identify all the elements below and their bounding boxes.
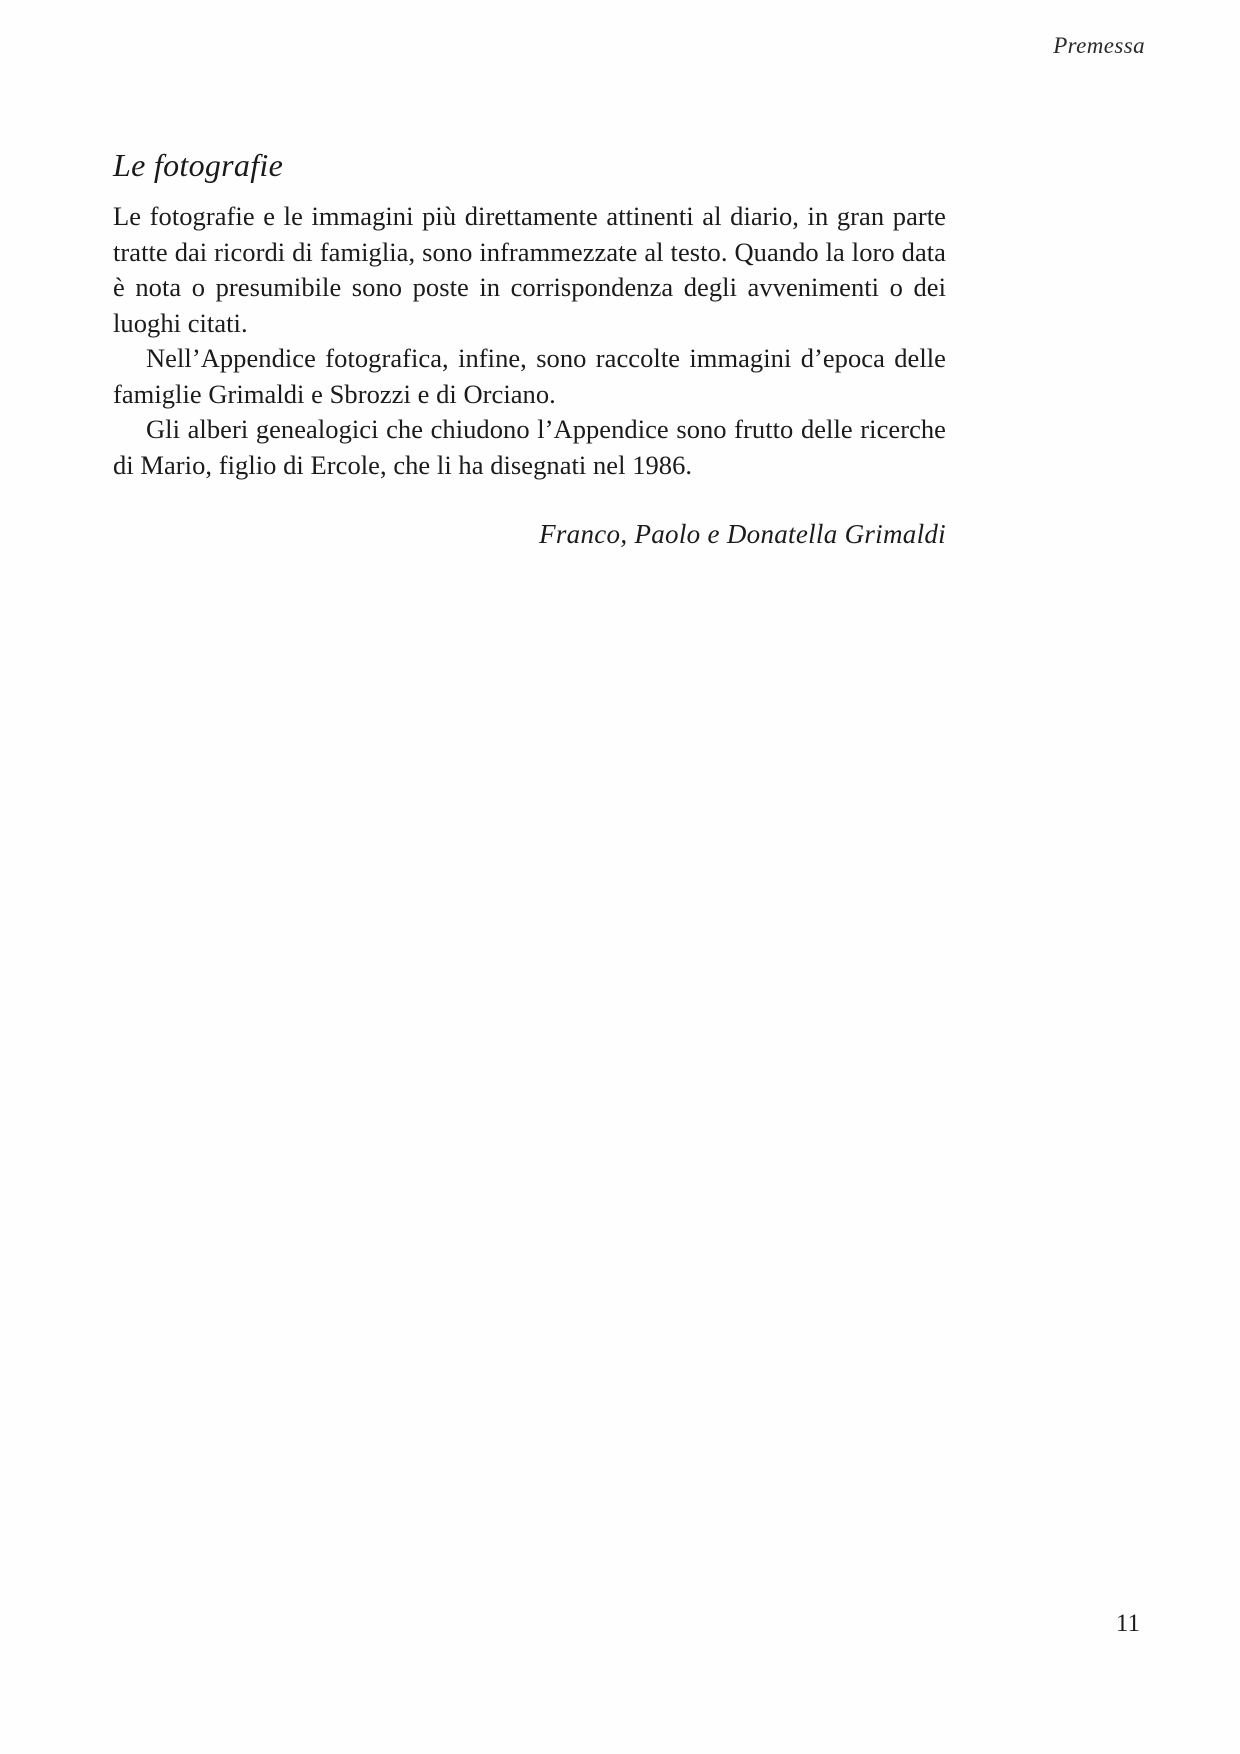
section-title: Le fotografie [113, 147, 284, 183]
body-paragraph-1: Le fotografie e le immagini più direttamente attinenti al diario, in gran parte tratte dai ricordi di famiglia, sono inframmezzate al testo. Quando la loro data è nota o presumibile sono poste in corrispondenza degli avvenimenti o dei luoghi citati. [113, 201, 946, 338]
page-number: 11 [1115, 1610, 1140, 1637]
running-head: Premessa [1053, 33, 1145, 58]
body-paragraph-2: Nell’Appendice fotografica, infine, sono raccolte immagini d’epoca delle famiglie Grimaldi e Sbrozzi e di Orciano. [113, 343, 946, 409]
text-block [113, 148, 946, 550]
signature-line: Franco, Paolo e Donatella Grimaldi [539, 519, 946, 550]
body-paragraph-3: Gli alberi genealogici che chiudono l’Appendice sono frutto delle ricerche di Mario, figlio di Ercole, che li ha disegnati nel 1986. [113, 414, 946, 480]
